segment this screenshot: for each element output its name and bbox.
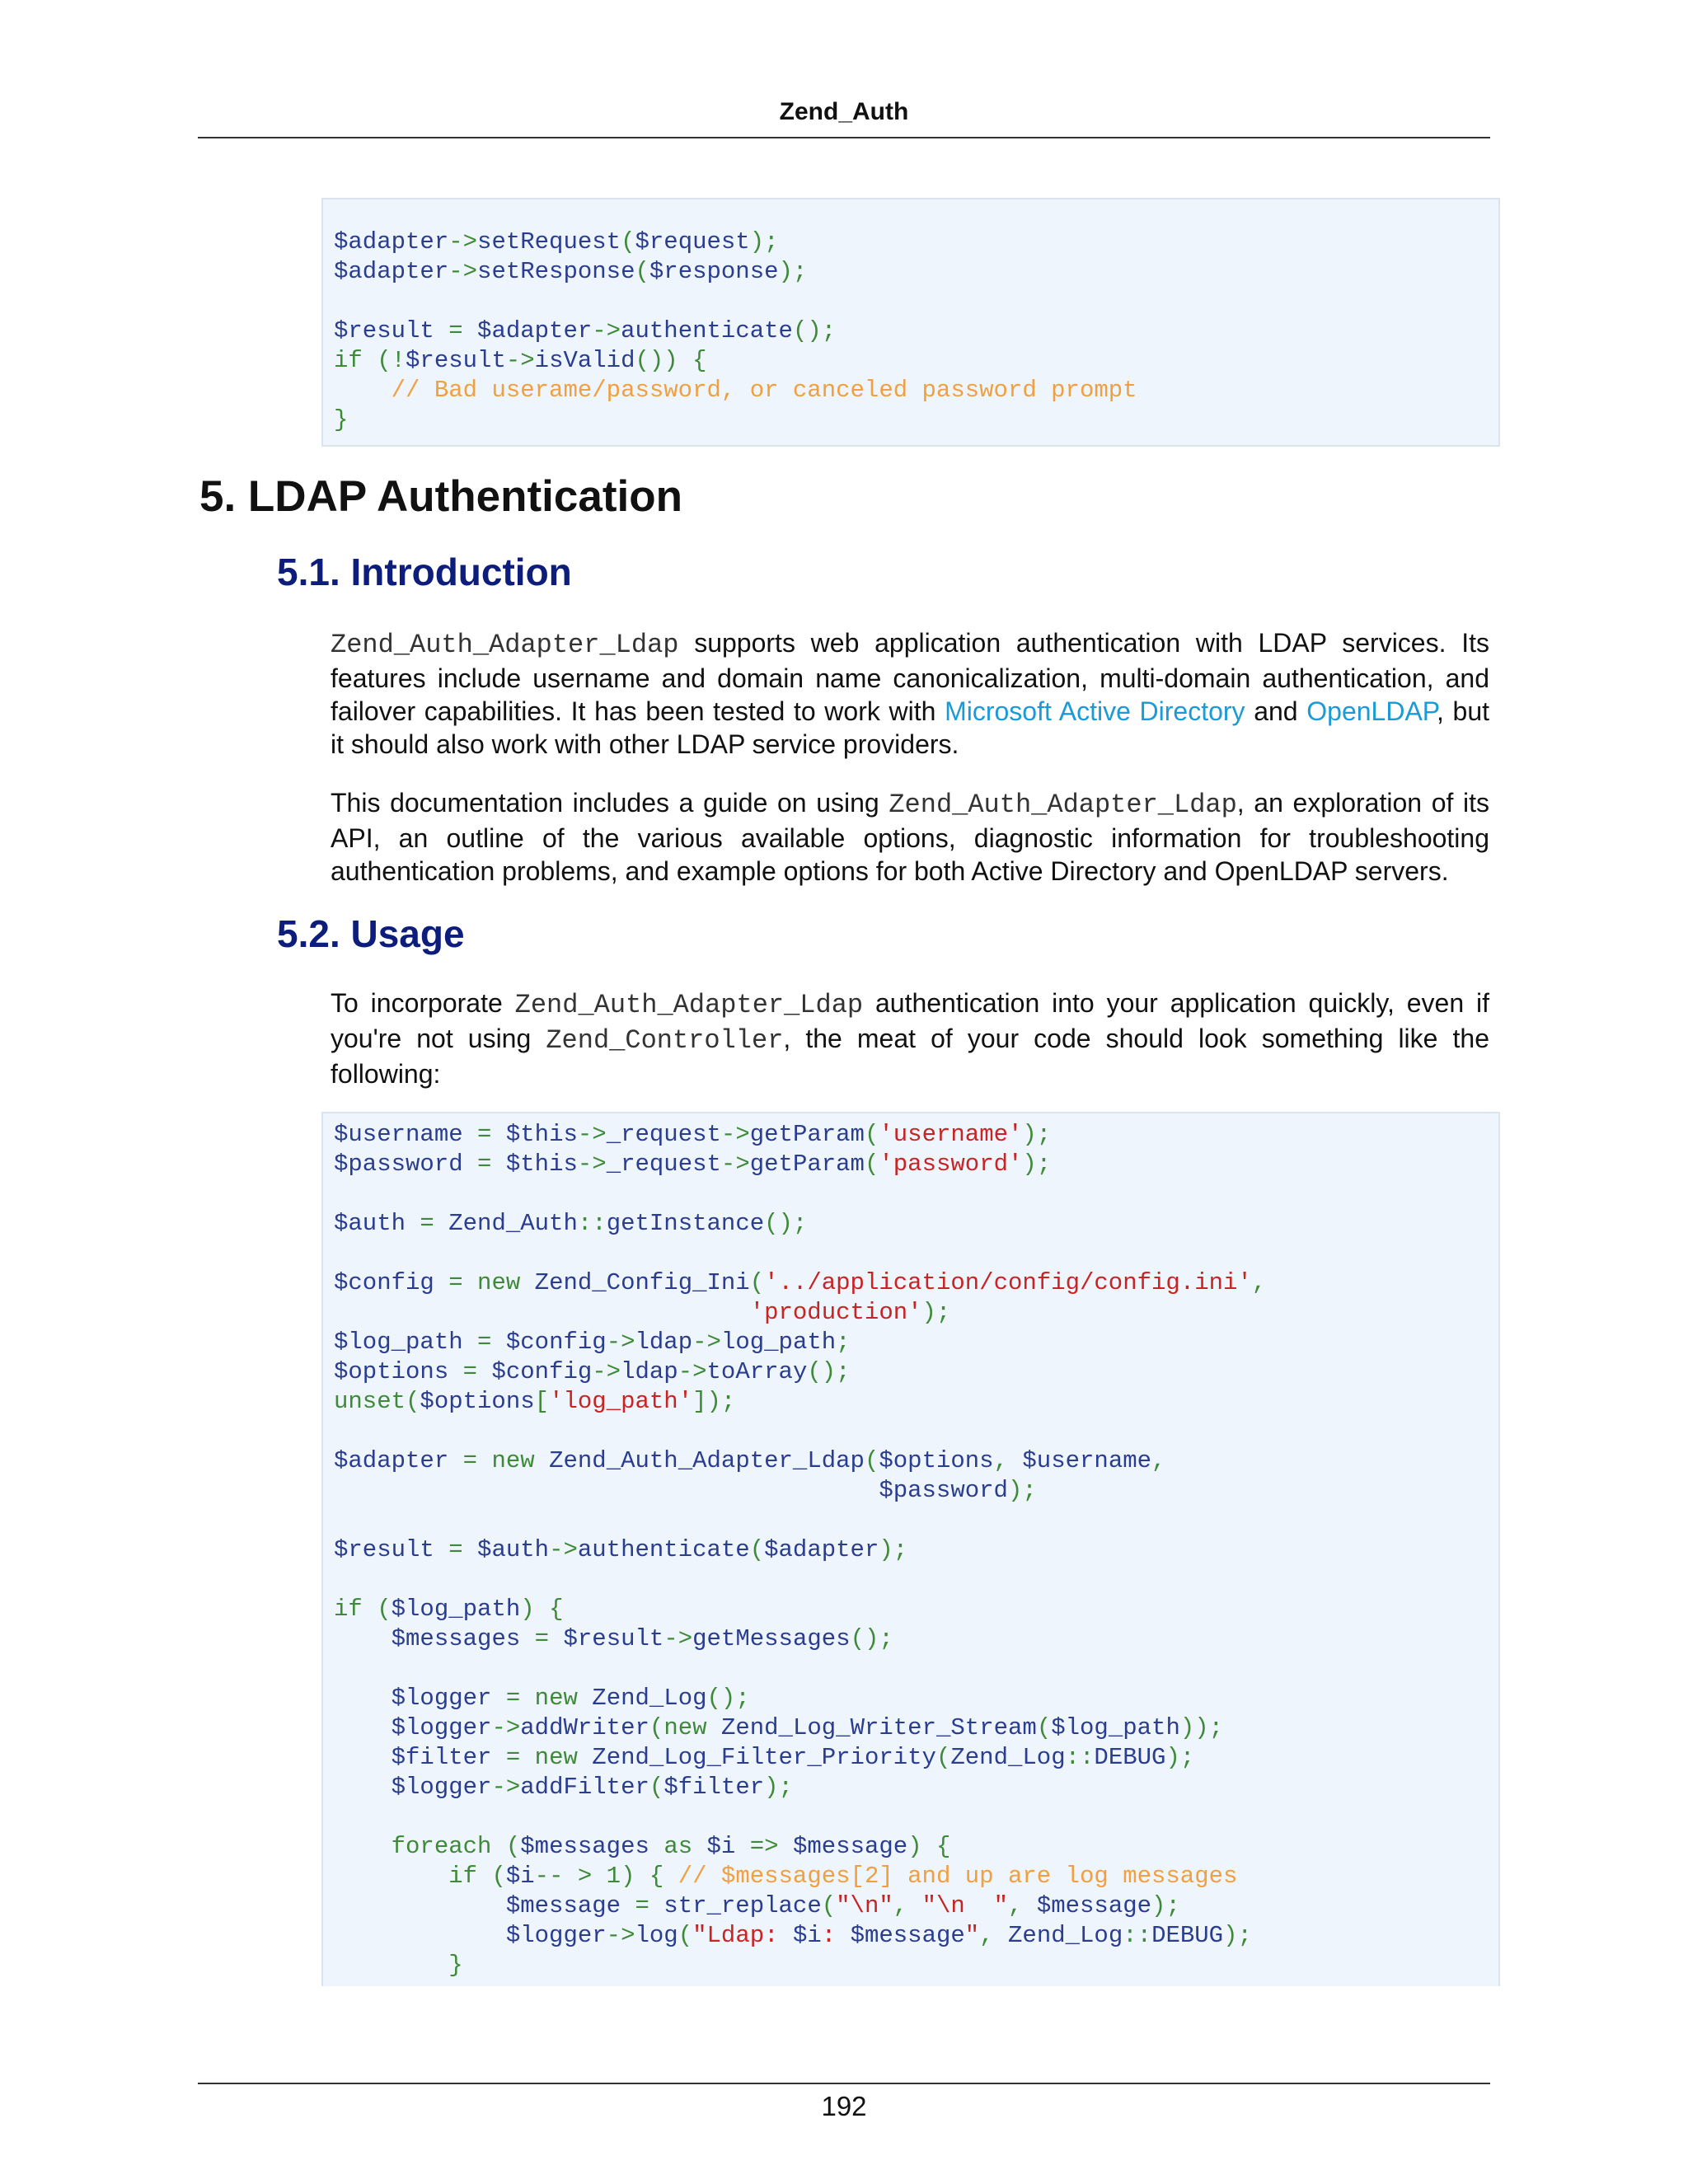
code-line xyxy=(334,1625,893,1652)
code-token: $logger xyxy=(391,1774,492,1801)
code-token: getInstance xyxy=(606,1210,765,1237)
code-token: (); xyxy=(850,1625,893,1652)
code-token: $result xyxy=(406,347,506,374)
code-token: log_path xyxy=(720,1329,837,1356)
intro-paragraph-2 xyxy=(331,786,1489,888)
code-token: ( xyxy=(1036,1714,1052,1741)
code-token: if xyxy=(334,1596,363,1623)
code-token: getParam xyxy=(749,1121,865,1148)
code-token: ); xyxy=(1223,1922,1252,1949)
code-token: Zend_Config_Ini xyxy=(534,1269,750,1296)
code-token: "Ldap: xyxy=(692,1922,793,1949)
code-token: as xyxy=(663,1833,693,1860)
code-token: ( xyxy=(749,1269,765,1296)
code-token: 'username' xyxy=(879,1121,1023,1148)
code-token xyxy=(334,377,392,404)
text-run: , an exploration of its API, an outline of the various available options, diagnostic information for troubleshooting authentication problems, and example options for both Active Directory and OpenLDAP servers. xyxy=(331,788,1490,886)
class-name-code: Zend_Auth_Adapter_Ldap xyxy=(331,630,679,660)
code-listing xyxy=(334,227,1137,435)
code-token: = xyxy=(434,317,478,344)
code-token: addFilter xyxy=(520,1774,649,1801)
code-listing xyxy=(334,1120,1266,1980)
code-line xyxy=(334,317,836,344)
running-header: Zend_Auth xyxy=(779,98,909,125)
text-run: supports web application authentication with LDAP services. Its features include username and domain name canonicalization, multi-domain authentication, and failover capabilities. It has been tested to work with xyxy=(331,628,1489,726)
link-openldap[interactable]: OpenLDAP xyxy=(1306,696,1437,726)
code-token: toArray xyxy=(706,1358,808,1385)
code-token: Zend_Log xyxy=(1008,1922,1123,1949)
code-token: setRequest xyxy=(477,228,621,255)
code-token: getParam xyxy=(749,1151,865,1178)
code-token xyxy=(334,1714,392,1741)
code-token: Zend_Log xyxy=(950,1744,1066,1771)
intro-paragraph-1 xyxy=(331,626,1489,761)
code-token: ( xyxy=(864,1151,879,1178)
code-token: ( xyxy=(749,1536,765,1563)
code-token: = xyxy=(434,1269,478,1296)
code-token: $message xyxy=(1036,1892,1152,1919)
code-token: $response xyxy=(649,258,779,285)
code-token: , xyxy=(993,1447,1023,1474)
code-line xyxy=(334,1685,750,1712)
code-token xyxy=(649,1833,663,1860)
code-line xyxy=(334,1892,1180,1919)
text-run: authentication into your application quickly, even if you're not using xyxy=(331,988,1490,1053)
code-token: ); xyxy=(749,228,779,255)
code-token xyxy=(334,1744,392,1771)
code-token: ( xyxy=(649,1714,664,1741)
code-token: :: xyxy=(577,1210,607,1237)
code-token: ); xyxy=(921,1299,951,1326)
code-token: ( xyxy=(491,1833,521,1860)
code-token: new xyxy=(477,1269,521,1296)
code-token: ( xyxy=(649,1774,664,1801)
code-line xyxy=(334,1269,1266,1296)
code-token: $log_path xyxy=(1051,1714,1180,1741)
code-token: $auth xyxy=(334,1210,406,1237)
code-token: if xyxy=(334,347,363,374)
code-token: $config xyxy=(491,1358,593,1385)
code-token: ( xyxy=(678,1922,693,1949)
code-token: $options xyxy=(879,1447,994,1474)
code-token: $log_path xyxy=(391,1596,521,1623)
code-token: -> xyxy=(577,1121,607,1148)
code-token: ); xyxy=(1151,1892,1180,1919)
code-line xyxy=(334,347,707,374)
usage-paragraph xyxy=(331,987,1489,1090)
code-token: 'production' xyxy=(749,1299,922,1326)
code-token: -> xyxy=(720,1151,750,1178)
code-token: $this xyxy=(505,1151,578,1178)
code-line xyxy=(334,1833,950,1860)
code-token: 'password' xyxy=(879,1151,1023,1178)
code-token: = xyxy=(462,1151,506,1178)
code-token: ( xyxy=(864,1447,879,1474)
text-run: To incorporate xyxy=(331,988,515,1018)
code-token: (); xyxy=(792,317,837,344)
code-token: ); xyxy=(1022,1121,1052,1148)
code-token: $adapter xyxy=(764,1536,879,1563)
code-token: foreach xyxy=(391,1833,492,1860)
code-token: => xyxy=(735,1833,793,1860)
code-token xyxy=(334,1685,392,1712)
code-token: $adapter xyxy=(334,1447,449,1474)
code-token: ( xyxy=(406,1388,420,1415)
code-token: :: xyxy=(1065,1744,1095,1771)
code-token: $options xyxy=(334,1358,449,1385)
code-line xyxy=(334,1922,1252,1949)
code-token: ( xyxy=(621,228,635,255)
code-token: (); xyxy=(764,1210,808,1237)
code-token: $adapter xyxy=(477,317,593,344)
code-line xyxy=(334,1151,1051,1178)
code-line xyxy=(334,1121,1051,1148)
code-token: = xyxy=(448,1447,492,1474)
code-token: $i xyxy=(792,1922,822,1949)
code-token: isValid xyxy=(534,347,635,374)
code-token: $config xyxy=(505,1329,607,1356)
code-token: $filter xyxy=(663,1774,765,1801)
code-token: -> xyxy=(505,347,535,374)
code-line xyxy=(334,1863,1237,1890)
code-line xyxy=(334,1447,1165,1474)
code-token: -> xyxy=(663,1625,693,1652)
code-line xyxy=(334,1536,907,1563)
code-token: = xyxy=(448,1358,492,1385)
code-token: addWriter xyxy=(520,1714,649,1741)
code-token: '../application/config/config.ini' xyxy=(764,1269,1252,1296)
code-token: , xyxy=(1008,1892,1037,1919)
code-token: $logger xyxy=(391,1685,492,1712)
text-run: , but it should also work with other LDAP service providers. xyxy=(331,696,1490,759)
code-token: $adapter xyxy=(334,258,449,285)
code-token xyxy=(334,1774,392,1801)
code-token xyxy=(334,1625,392,1652)
code-token: authenticate xyxy=(577,1536,750,1563)
code-token: ); xyxy=(1165,1744,1195,1771)
code-token: $i xyxy=(706,1833,736,1860)
code-token: = xyxy=(462,1121,506,1148)
code-token: , xyxy=(1151,1447,1166,1474)
code-line xyxy=(334,1714,1223,1741)
code-token: ( xyxy=(821,1892,837,1919)
code-token: setResponse xyxy=(477,258,635,285)
code-token: authenticate xyxy=(621,317,793,344)
code-token: $config xyxy=(334,1269,434,1296)
code-token: getMessages xyxy=(692,1625,851,1652)
code-token: $adapter xyxy=(334,228,449,255)
code-token: $log_path xyxy=(334,1329,463,1356)
code-token: ( xyxy=(635,258,649,285)
code-token xyxy=(334,1477,879,1504)
code-token xyxy=(535,1447,549,1474)
code-token: $message xyxy=(505,1892,621,1919)
controller-name-code: Zend_Controller xyxy=(546,1025,784,1056)
code-token: = xyxy=(520,1625,564,1652)
code-token: $message xyxy=(792,1833,908,1860)
code-token: $i xyxy=(505,1863,535,1890)
code-token: -> xyxy=(448,258,478,285)
code-token: ) { xyxy=(907,1833,951,1860)
code-token: ; xyxy=(836,1329,851,1356)
code-block-http-adapter xyxy=(321,198,1500,447)
page-number: 192 xyxy=(821,2091,867,2121)
subsection-title-usage: 5.2. Usage xyxy=(277,912,465,955)
code-line xyxy=(334,228,779,255)
code-token xyxy=(520,1269,534,1296)
code-token: , xyxy=(893,1892,922,1919)
code-token: -> xyxy=(491,1774,521,1801)
code-token: Zend_Log_Writer_Stream xyxy=(720,1714,1037,1741)
code-token: : xyxy=(821,1922,851,1949)
code-token: -> xyxy=(448,228,478,255)
link-microsoft-active-directory[interactable]: Microsoft Active Directory xyxy=(945,696,1245,726)
code-token xyxy=(334,1922,506,1949)
code-token: $filter xyxy=(391,1744,492,1771)
code-token: $result xyxy=(563,1625,664,1652)
code-token: = xyxy=(621,1892,664,1919)
code-token: (); xyxy=(807,1358,851,1385)
code-token: ldap xyxy=(621,1358,678,1385)
code-token: $auth xyxy=(477,1536,550,1563)
code-token: = xyxy=(491,1744,535,1771)
code-token: = xyxy=(434,1536,478,1563)
code-token: new xyxy=(663,1714,707,1741)
code-line xyxy=(334,1358,851,1385)
code-token: -> xyxy=(549,1536,578,1563)
code-token: $username xyxy=(334,1121,463,1148)
code-token: )); xyxy=(1179,1714,1224,1741)
code-token: _request xyxy=(606,1121,721,1148)
code-token: = xyxy=(491,1685,535,1712)
code-line xyxy=(334,377,1137,404)
code-token: -> xyxy=(678,1358,707,1385)
code-token: (); xyxy=(706,1685,750,1712)
code-token: unset xyxy=(334,1388,406,1415)
code-token: -> xyxy=(592,317,621,344)
code-token: ( xyxy=(362,1596,392,1623)
code-token xyxy=(578,1744,592,1771)
code-token: " xyxy=(964,1922,980,1949)
code-token: _request xyxy=(606,1151,721,1178)
code-line xyxy=(334,1952,463,1979)
code-token: // $messages[2] and up are log messages xyxy=(678,1863,1238,1890)
code-token: $result xyxy=(334,317,434,344)
code-token: -> xyxy=(606,1329,635,1356)
code-token: $username xyxy=(1022,1447,1152,1474)
code-token: -> xyxy=(577,1151,607,1178)
code-token: "\n" xyxy=(836,1892,893,1919)
code-token: Zend_Auth_Adapter_Ldap xyxy=(549,1447,865,1474)
code-token: -> xyxy=(491,1714,521,1741)
code-line xyxy=(334,1388,735,1415)
code-token: Zend_Log_Filter_Priority xyxy=(592,1744,936,1771)
code-token: ( xyxy=(935,1744,951,1771)
code-token: } xyxy=(334,1952,463,1979)
class-name-code: Zend_Auth_Adapter_Ldap xyxy=(889,790,1237,820)
text-run: , the meat of your code should look something like the following: xyxy=(331,1024,1490,1089)
code-block-ldap-usage xyxy=(321,1112,1500,1986)
code-line xyxy=(334,406,348,434)
code-token: $options xyxy=(420,1388,535,1415)
code-token: $password xyxy=(334,1151,463,1178)
code-token: // Bad userame/password, or canceled password prompt xyxy=(391,377,1137,404)
code-token: $result xyxy=(334,1536,434,1563)
code-token xyxy=(578,1685,592,1712)
code-token: -> xyxy=(592,1358,621,1385)
code-token: -- > 1) { xyxy=(534,1863,678,1890)
code-line xyxy=(334,258,807,285)
code-token: , xyxy=(1251,1269,1267,1296)
code-token xyxy=(707,1714,721,1741)
code-line xyxy=(334,1744,1194,1771)
code-token: DEBUG xyxy=(1094,1744,1166,1771)
code-token: $logger xyxy=(505,1922,607,1949)
code-line xyxy=(334,1210,807,1237)
code-token: $password xyxy=(879,1477,1008,1504)
section-title: 5. LDAP Authentication xyxy=(199,472,682,521)
code-token: $logger xyxy=(391,1714,492,1741)
code-token: , xyxy=(979,1922,1009,1949)
code-token: ( xyxy=(864,1121,879,1148)
code-token: } xyxy=(334,406,349,434)
code-token: -> xyxy=(720,1121,750,1148)
code-token: ); xyxy=(778,258,808,285)
code-token: -> xyxy=(606,1922,635,1949)
code-token: ); xyxy=(1022,1151,1052,1178)
code-token: Zend_Log xyxy=(592,1685,707,1712)
code-token: ]); xyxy=(692,1388,736,1415)
code-line xyxy=(334,1477,1037,1504)
code-token: ldap xyxy=(635,1329,693,1356)
code-token: ); xyxy=(764,1774,793,1801)
code-token: (! xyxy=(362,347,406,374)
code-token xyxy=(334,1863,448,1890)
text-run: This documentation includes a guide on using xyxy=(331,788,889,818)
code-token: 'log_path' xyxy=(549,1388,693,1415)
code-line xyxy=(334,1596,563,1623)
code-token: ); xyxy=(879,1536,908,1563)
code-token: str_replace xyxy=(663,1892,822,1919)
code-token: -> xyxy=(692,1329,721,1356)
code-token: new xyxy=(491,1447,535,1474)
code-token: $this xyxy=(505,1121,578,1148)
code-token: $messages xyxy=(520,1833,649,1860)
subsection-title-introduction: 5.1. Introduction xyxy=(277,551,572,593)
code-token: $request xyxy=(635,228,750,255)
code-token: new xyxy=(534,1685,578,1712)
code-token: Zend_Auth xyxy=(448,1210,578,1237)
code-token: new xyxy=(534,1744,578,1771)
code-token: DEBUG xyxy=(1151,1922,1224,1949)
code-token: ); xyxy=(1007,1477,1037,1504)
class-name-code: Zend_Auth_Adapter_Ldap xyxy=(514,990,864,1020)
code-token: if xyxy=(448,1863,478,1890)
code-token: log xyxy=(635,1922,678,1949)
code-line xyxy=(334,1774,793,1801)
footer-rule xyxy=(198,2083,1490,2084)
header-rule xyxy=(198,137,1490,138)
code-token: ) { xyxy=(520,1596,564,1623)
code-token: "\n " xyxy=(921,1892,1008,1919)
code-token: $message xyxy=(850,1922,965,1949)
code-token: :: xyxy=(1123,1922,1152,1949)
code-line xyxy=(334,1329,851,1356)
code-token: ( xyxy=(477,1863,506,1890)
code-token: = xyxy=(462,1329,506,1356)
code-token xyxy=(334,1833,392,1860)
code-token: ()) { xyxy=(635,347,707,374)
text-run: and xyxy=(1245,696,1307,726)
code-token xyxy=(334,1892,506,1919)
code-token xyxy=(692,1833,706,1860)
code-token xyxy=(334,1299,750,1326)
code-token: = xyxy=(406,1210,449,1237)
code-token: $messages xyxy=(391,1625,521,1652)
code-line xyxy=(334,1299,950,1326)
code-token: [ xyxy=(534,1388,550,1415)
